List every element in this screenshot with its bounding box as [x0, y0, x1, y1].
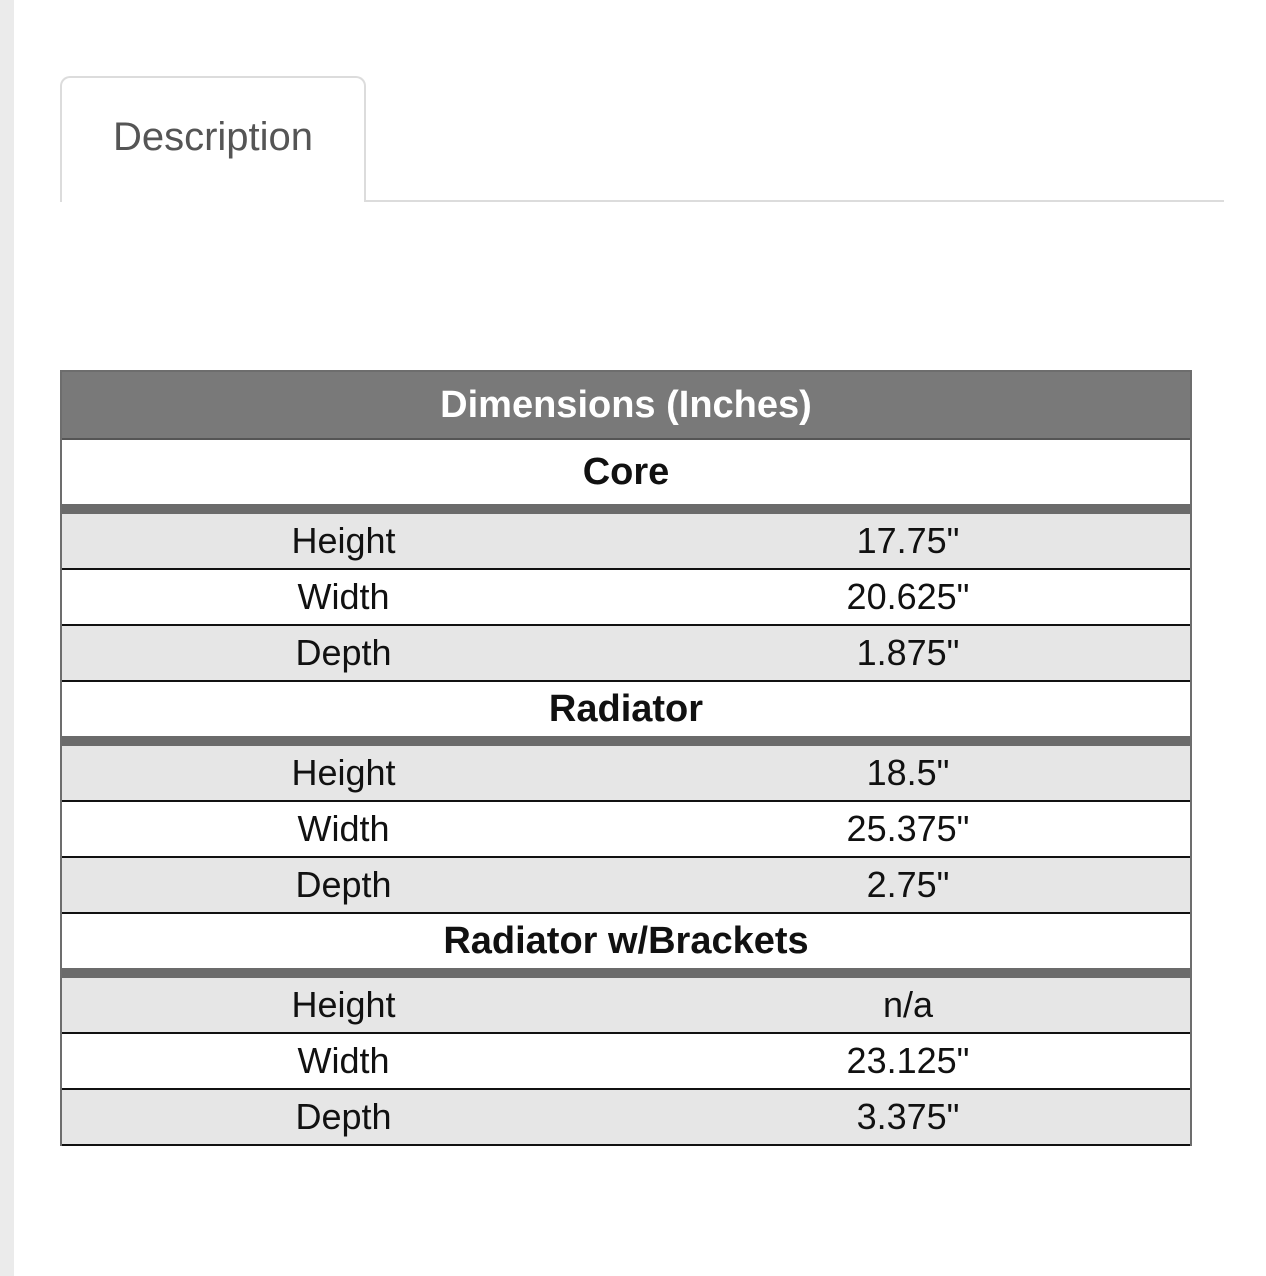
row-label: Width	[297, 576, 390, 617]
row-value: 25.375"	[846, 808, 970, 849]
row-value: 20.625"	[846, 576, 970, 617]
row-value: 3.375"	[856, 1096, 960, 1137]
row-label: Width	[297, 1040, 390, 1081]
row-label: Depth	[295, 1096, 392, 1137]
table-row	[62, 978, 1190, 1034]
section-radiator-brackets-heading: Radiator w/Brackets	[62, 914, 1190, 978]
row-value: 18.5"	[866, 752, 950, 793]
table-row	[62, 514, 1190, 570]
table-row	[62, 858, 1190, 914]
row-value: 2.75"	[866, 864, 950, 905]
table-row	[62, 1034, 1190, 1090]
tab-description-label: Description	[112, 114, 314, 159]
dimensions-table	[60, 370, 1192, 1146]
left-rail	[0, 0, 14, 1276]
tab-bar	[60, 76, 1224, 202]
table-row	[62, 802, 1190, 858]
table-row	[62, 570, 1190, 626]
row-label: Width	[297, 808, 390, 849]
row-value: 1.875"	[856, 632, 960, 673]
table-row	[62, 626, 1190, 682]
row-value: n/a	[882, 984, 934, 1025]
section-core-heading: Core	[62, 440, 1190, 514]
row-label: Height	[291, 984, 396, 1025]
row-label: Depth	[295, 632, 392, 673]
row-value: 23.125"	[846, 1040, 970, 1081]
table-row	[62, 1090, 1190, 1146]
table-title: Dimensions (Inches)	[62, 372, 1190, 440]
tab-description[interactable]	[60, 76, 366, 202]
row-value: 17.75"	[856, 520, 960, 561]
row-label: Height	[291, 520, 396, 561]
section-radiator-heading: Radiator	[62, 682, 1190, 746]
row-label: Height	[291, 752, 396, 793]
table-row	[62, 746, 1190, 802]
row-label: Depth	[295, 864, 392, 905]
